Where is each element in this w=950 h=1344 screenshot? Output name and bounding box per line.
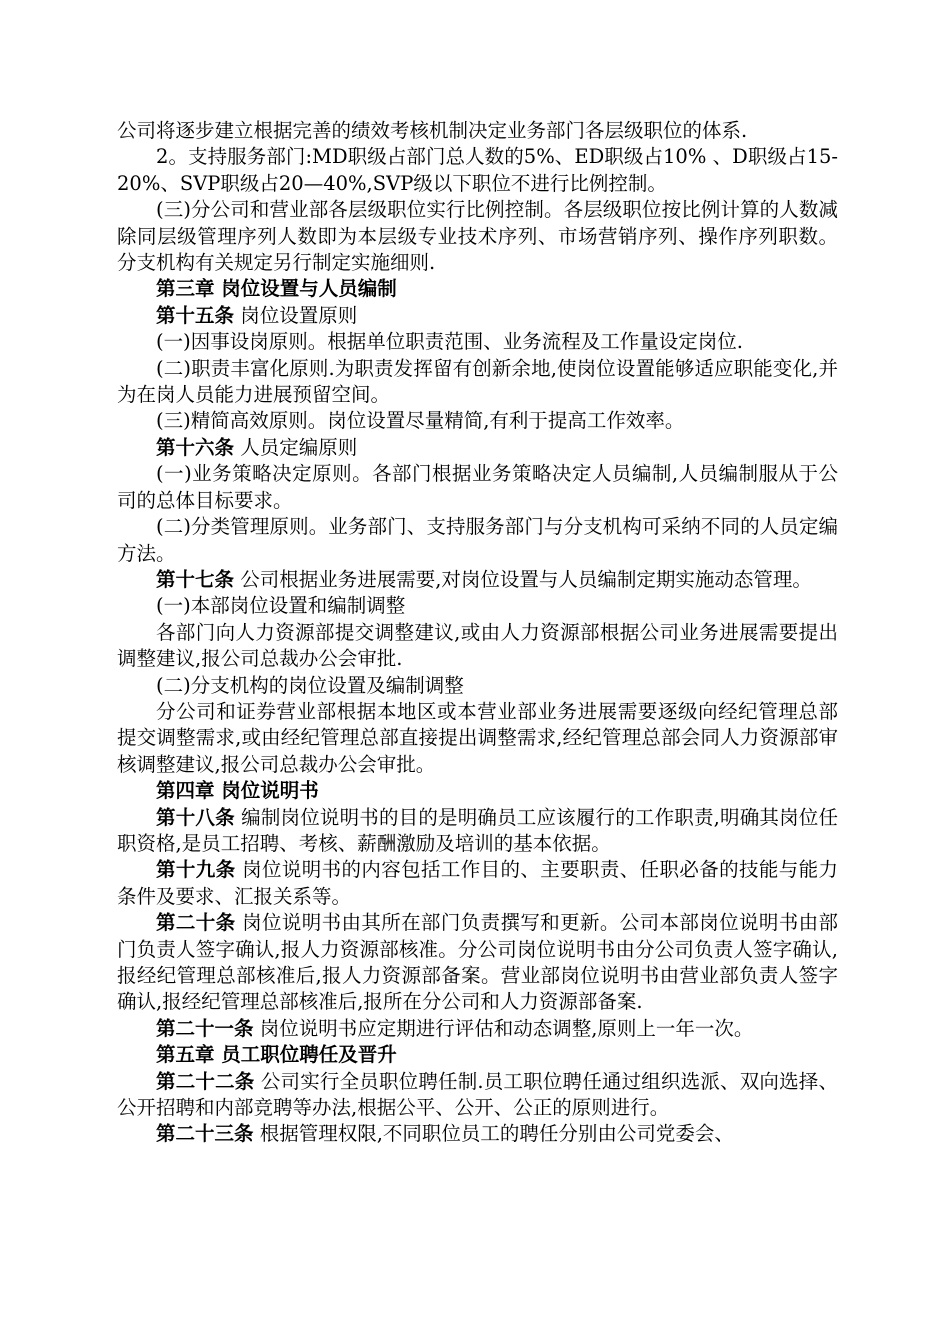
paragraph: 各部门向人力资源部提交调整建议,或由人力资源部根据公司业务进展需要提出调整建议,报公司总裁办公会审批. xyxy=(117,620,838,671)
article-text: 岗位说明书由其所在部门负责撰写和更新。公司本部岗位说明书由部门负责人签字确认,报人力资源部核准。分公司岗位说明书由分公司负责人签字确认,报经纪管理总部核准后,报人力资源部备案。营业部岗位说明书由营业部负责人签字确认,报经纪管理总部核准后,报所在分公司和人力资源部备案. xyxy=(117,911,838,1014)
paragraph: 公司将逐步建立根据完善的绩效考核机制决定业务部门各层级职位的体系. xyxy=(117,119,748,142)
paragraph: 分公司和证券营业部根据本地区或本营业部业务进展需要逐级向经纪管理总部提交调整需求,或由经纪管理总部直接提出调整需求,经纪管理总部会同人力资源部审核调整建议,报公司总裁办公会审批。 xyxy=(117,699,838,776)
article xyxy=(117,303,838,329)
paragraph: (三)精简高效原则。岗位设置尽量精简,有利于提高工作效率。 xyxy=(156,409,685,433)
article-text: 公司实行全员职位聘任制.员工职位聘任通过组织选派、双向选择、公开招聘和内部竞聘等办法,根据公平、公开、公正的原则进行。 xyxy=(117,1069,838,1120)
paragraph: (一)本部岗位设置和编制调整 xyxy=(156,594,406,618)
article-title: 第二十二条 xyxy=(156,1069,255,1093)
article-title: 第二十三条 xyxy=(156,1122,254,1146)
article xyxy=(117,1069,838,1122)
article-title: 第十九条 xyxy=(156,858,236,882)
article-title: 第十七条 xyxy=(156,567,235,591)
paragraph: 2。支持服务部门:MD职级占部门总人数的5%、ED职级占10% 、D职级占15-20%、SVP职级占20—40%,SVP级以下职位不进行比例控制。 xyxy=(117,145,838,195)
article-text: 公司根据业务进展需要,对岗位设置与人员编制定期实施动态管理。 xyxy=(234,567,812,591)
chapter-heading: 第三章 岗位设置与人员编制 xyxy=(156,277,397,301)
paragraph: (二)分类管理原则。业务部门、支持服务部门与分支机构可采纳不同的人员定编方法。 xyxy=(117,515,838,565)
article-title: 第十八条 xyxy=(156,805,235,829)
article-text: 岗位设置原则 xyxy=(234,303,358,327)
article xyxy=(117,1121,838,1147)
paragraph: (二)职责丰富化原则.为职责发挥留有创新余地,使岗位设置能够适应职能变化,并为在岗人员能力进展预留空间。 xyxy=(117,356,838,407)
article xyxy=(117,805,838,858)
paragraph: (三)分公司和营业部各层级职位实行比例控制。各层级职位按比例计算的人数减除同层级管理序列人数即为本层级专业技术序列、市场营销序列、操作序列职数。分支机构有关规定另行制定实施细则. xyxy=(117,198,838,275)
paragraph: (二)分支机构的岗位设置及编制调整 xyxy=(156,673,464,697)
paragraph: (一)因事设岗原则。根据单位职责范围、业务流程及工作量设定岗位. xyxy=(156,330,743,354)
article xyxy=(117,435,838,461)
article-text: 编制岗位说明书的目的是明确员工应该履行的工作职责,明确其岗位任职资格,是员工招聘、考核、薪酬激励及培训的基本依据。 xyxy=(117,805,838,855)
paragraph: (一)业务策略决定原则。各部门根据业务策略决定人员编制,人员编制服从于公司的总体目标要求。 xyxy=(117,462,838,512)
article xyxy=(117,857,838,910)
article-title: 第二十一条 xyxy=(156,1016,254,1040)
chapter-heading: 第五章 员工职位聘任及晋升 xyxy=(156,1043,397,1067)
article xyxy=(117,910,838,1016)
article-text: 人员定编原则 xyxy=(234,435,358,459)
article-text: 岗位说明书的内容包括工作目的、主要职责、任职必备的技能与能力条件及要求、汇报关系等。 xyxy=(117,858,838,908)
document-page xyxy=(117,118,838,1148)
article-text: 岗位说明书应定期进行评估和动态调整,原则上一年一次。 xyxy=(253,1016,754,1040)
chapter-heading: 第四章 岗位说明书 xyxy=(156,779,319,803)
article-title: 第二十条 xyxy=(156,911,236,935)
article xyxy=(117,1016,838,1042)
article-text: 根据管理权限,不同职位员工的聘任分别由公司党委会、 xyxy=(253,1122,734,1146)
article xyxy=(117,567,838,593)
article-title: 第十五条 xyxy=(156,303,235,327)
article-title: 第十六条 xyxy=(156,435,235,459)
